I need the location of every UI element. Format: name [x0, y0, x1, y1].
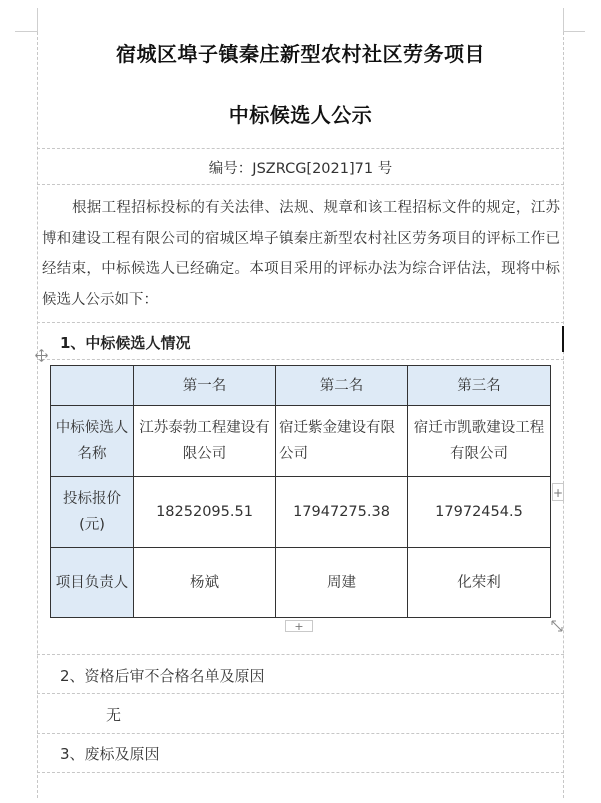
text-cursor	[562, 326, 564, 352]
divider	[37, 322, 564, 323]
text-boundary-right	[563, 32, 564, 798]
table-cell[interactable]: 宿迁市凯歌建设工程有限公司	[408, 406, 551, 477]
candidates-table	[50, 365, 551, 618]
section-2-content: 无	[106, 706, 122, 724]
table-header-cell[interactable]: 第三名	[408, 366, 551, 406]
divider	[37, 733, 564, 734]
row-label-cell[interactable]: 中标候选人名称	[51, 406, 134, 477]
crop-mark-top-right-v	[563, 8, 564, 32]
table-cell[interactable]: 18252095.51	[134, 477, 276, 548]
divider	[37, 148, 564, 149]
table-header-row	[51, 366, 551, 406]
table-header-cell[interactable]: 第一名	[134, 366, 276, 406]
table-cell[interactable]: 17972454.5	[408, 477, 551, 548]
divider	[37, 772, 564, 773]
divider	[37, 184, 564, 185]
table-cell[interactable]: 化荣利	[408, 548, 551, 618]
table-header-cell[interactable]	[51, 366, 134, 406]
row-label-cell[interactable]: 投标报价(元)	[51, 477, 134, 548]
section-2-heading: 2、资格后审不合格名单及原因	[60, 667, 265, 685]
table-cell[interactable]: 17947275.38	[276, 477, 408, 548]
document-title-line2: 中标候选人公示	[228, 103, 373, 127]
resize-icon[interactable]	[551, 620, 563, 632]
row-label-cell[interactable]: 项目负责人	[51, 548, 134, 618]
divider	[37, 693, 564, 694]
table-cell[interactable]: 杨斌	[134, 548, 276, 618]
crop-mark-top-left-v	[37, 8, 38, 32]
table-row	[51, 406, 551, 477]
add-row-button[interactable]	[285, 620, 313, 632]
table-header-cell[interactable]: 第二名	[276, 366, 408, 406]
document-title-line1: 宿城区埠子镇秦庄新型农村社区劳务项目	[116, 42, 485, 66]
table-row	[51, 477, 551, 548]
crop-mark-top-left-h	[15, 31, 38, 32]
table-cell[interactable]: 江苏泰勃工程建设有限公司	[134, 406, 276, 477]
plus-icon: +	[553, 486, 564, 500]
table-row	[51, 548, 551, 618]
add-column-button[interactable]	[552, 483, 564, 501]
document-number: 编号：JSZRCG[2021]71 号	[208, 161, 393, 177]
section-3-heading: 3、废标及原因	[60, 745, 160, 763]
section-1-heading: 1、中标候选人情况	[60, 334, 191, 352]
divider	[37, 359, 564, 360]
divider	[37, 654, 564, 655]
table-cell[interactable]: 周建	[276, 548, 408, 618]
move-icon[interactable]	[35, 349, 48, 362]
plus-icon: +	[294, 620, 304, 633]
intro-paragraph[interactable]: 根据工程招标投标的有关法律、法规、规章和该工程招标文件的规定，江苏博和建设工程有限公司的宿城区埠子镇秦庄新型农村社区劳务项目的评标工作已经结束，中标候选人已经确定。本项目采用的评标办法为综合评估法，现将中标候选人公示如下：	[42, 200, 560, 308]
crop-mark-top-right-h	[563, 31, 585, 32]
text-boundary-left	[37, 32, 38, 798]
table-cell[interactable]: 宿迁紫金建设有限公司	[276, 406, 408, 477]
